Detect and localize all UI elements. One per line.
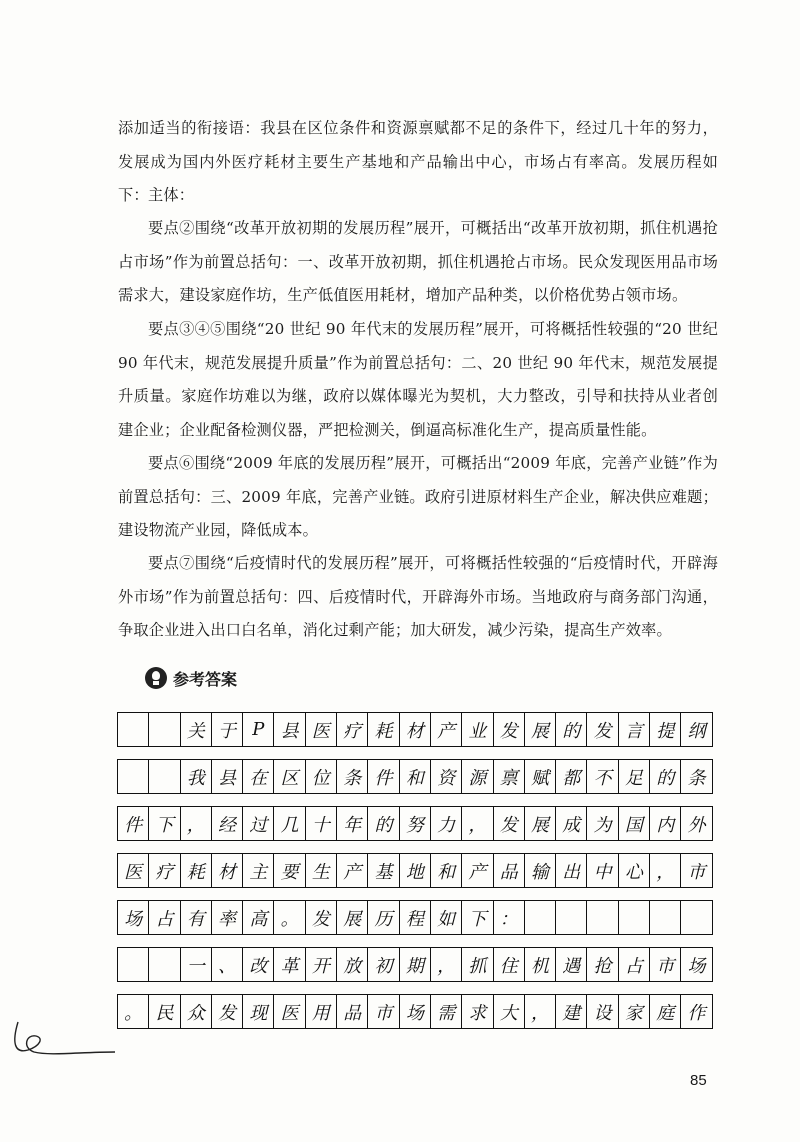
- grid-row: [117, 806, 713, 841]
- grid-cell: 品: [337, 995, 368, 1028]
- grid-cell: [525, 901, 556, 934]
- grid-cell: 年: [337, 807, 368, 840]
- intro-paragraph: 添加适当的衔接语：我县在区位条件和资源禀赋都不足的条件下，经过几十年的努力，发展成为国内外医疗耗材主要生产基地和产品输出中心，市场占有率高。发展历程如下：: [118, 119, 718, 204]
- grid-cell: 外: [681, 807, 712, 840]
- grid-cell: 提: [650, 713, 681, 746]
- grid-cell: 一: [181, 948, 212, 981]
- grid-cell: 和: [400, 760, 431, 793]
- grid-cell: 产: [337, 854, 368, 887]
- grid-cell: 为: [587, 807, 618, 840]
- grid-cell: 言: [619, 713, 650, 746]
- grid-cell: 历: [368, 901, 399, 934]
- grid-cell: ：: [494, 901, 525, 934]
- grid-cell: [118, 760, 149, 793]
- grid-cell: 十: [306, 807, 337, 840]
- grid-cell: 改: [243, 948, 274, 981]
- main-body-label: 主体：: [148, 186, 195, 204]
- grid-cell: 大: [494, 995, 525, 1028]
- grid-cell: [681, 901, 712, 934]
- grid-cell: 位: [306, 760, 337, 793]
- grid-cell: 出: [556, 854, 587, 887]
- grid-cell: 中: [587, 854, 618, 887]
- grid-cell: 展: [337, 901, 368, 934]
- grid-cell: 场: [681, 948, 712, 981]
- grid-cell: 过: [243, 807, 274, 840]
- grid-cell: [149, 713, 180, 746]
- grid-cell: 和: [431, 854, 462, 887]
- grid-cell: 禀: [494, 760, 525, 793]
- grid-cell: 足: [619, 760, 650, 793]
- grid-cell: 地: [400, 854, 431, 887]
- grid-cell: [587, 901, 618, 934]
- grid-cell: 求: [462, 995, 493, 1028]
- grid-cell: 县: [212, 760, 243, 793]
- grid-cell: 庭: [650, 995, 681, 1028]
- grid-row: [117, 900, 713, 935]
- grid-cell: 市: [681, 854, 712, 887]
- grid-cell: 条: [681, 760, 712, 793]
- point-7-paragraph: 要点⑦围绕“后疫情时代的发展历程”展开，可将概括性较强的“后疫情时代，开辟海外市场”作为前置总括句：四、后疫情时代，开辟海外市场。当地政府与商务部门沟通，争取企业进入出口白名单，消化过剩产能；加大研发，减少污染，提高生产效率。: [118, 554, 718, 639]
- grid-cell: ，: [525, 995, 556, 1028]
- grid-cell: 现: [243, 995, 274, 1028]
- grid-cell: 件: [368, 760, 399, 793]
- grid-cell: 耗: [181, 854, 212, 887]
- grid-cell: 放: [337, 948, 368, 981]
- grid-cell: 发: [494, 807, 525, 840]
- grid-cell: 的: [368, 807, 399, 840]
- grid-row: [117, 759, 713, 794]
- grid-cell: 经: [212, 807, 243, 840]
- grid-cell: 产: [462, 854, 493, 887]
- grid-cell: 发: [212, 995, 243, 1028]
- grid-cell: 业: [462, 713, 493, 746]
- grid-cell: 都: [556, 760, 587, 793]
- grid-cell: 市: [368, 995, 399, 1028]
- reference-answer-label: 参考答案: [173, 669, 238, 689]
- grid-cell: 医: [306, 713, 337, 746]
- grid-cell: 的: [650, 760, 681, 793]
- grid-cell: 需: [431, 995, 462, 1028]
- point-3-5-paragraph: 要点③④⑤围绕“20 世纪 90 年代末的发展历程”展开，可将概括性较强的“20 世纪 90 年代末，规范发展提升质量”作为前置总括句：二、20 世纪 90 年代末，规范发展提升质量。家庭作坊难以为继，政府以媒体曝光为契机，大力整改，引导和扶持从业者创建企业；企业配备检测仪器，严把检测关，倒逼高标准化生产，提高质量性能。: [118, 320, 718, 439]
- grid-cell: 作: [681, 995, 712, 1028]
- grid-cell: 几: [274, 807, 305, 840]
- grid-cell: 展: [525, 807, 556, 840]
- grid-cell: 品: [494, 854, 525, 887]
- grid-cell: 发: [306, 901, 337, 934]
- grid-cell: 期: [400, 948, 431, 981]
- grid-cell: 。: [274, 901, 305, 934]
- grid-cell: ，: [431, 948, 462, 981]
- grid-cell: 要: [274, 854, 305, 887]
- grid-cell: 主: [243, 854, 274, 887]
- grid-cell: 用: [306, 995, 337, 1028]
- grid-cell: 区: [274, 760, 305, 793]
- grid-row: [117, 947, 713, 982]
- grid-cell: 关: [181, 713, 212, 746]
- grid-cell: 设: [587, 995, 618, 1028]
- grid-cell: 初: [368, 948, 399, 981]
- grid-cell: [118, 713, 149, 746]
- grid-cell: 纲: [681, 713, 712, 746]
- grid-cell: 生: [306, 854, 337, 887]
- grid-cell: 疗: [149, 854, 180, 887]
- grid-cell: 心: [619, 854, 650, 887]
- grid-cell: 条: [337, 760, 368, 793]
- grid-cell: 家: [619, 995, 650, 1028]
- grid-cell: 展: [525, 713, 556, 746]
- grid-cell: 力: [431, 807, 462, 840]
- grid-cell: 高: [243, 901, 274, 934]
- answer-writing-grid: [117, 712, 713, 1041]
- grid-cell: 下: [462, 901, 493, 934]
- grid-cell: 内: [650, 807, 681, 840]
- grid-cell: 率: [212, 901, 243, 934]
- grid-cell: [556, 901, 587, 934]
- grid-cell: ，: [181, 807, 212, 840]
- grid-cell: 、: [212, 948, 243, 981]
- grid-cell: 民: [149, 995, 180, 1028]
- grid-cell: P: [243, 713, 274, 746]
- grid-cell: 基: [368, 854, 399, 887]
- grid-cell: 材: [400, 713, 431, 746]
- grid-cell: 成: [556, 807, 587, 840]
- grid-row: [117, 994, 713, 1029]
- grid-cell: 源: [462, 760, 493, 793]
- grid-cell: 下: [149, 807, 180, 840]
- grid-cell: 占: [149, 901, 180, 934]
- grid-cell: 不: [587, 760, 618, 793]
- grid-cell: 程: [400, 901, 431, 934]
- grid-cell: 医: [118, 854, 149, 887]
- grid-cell: 我: [181, 760, 212, 793]
- grid-cell: 机: [525, 948, 556, 981]
- grid-cell: 抢: [587, 948, 618, 981]
- grid-cell: [149, 948, 180, 981]
- grid-cell: 件: [118, 807, 149, 840]
- grid-cell: 遇: [556, 948, 587, 981]
- grid-row: [117, 712, 713, 747]
- grid-cell: [650, 901, 681, 934]
- grid-cell: 产: [431, 713, 462, 746]
- grid-cell: 于: [212, 713, 243, 746]
- grid-cell: 众: [181, 995, 212, 1028]
- grid-cell: 资: [431, 760, 462, 793]
- grid-cell: 发: [494, 713, 525, 746]
- grid-cell: 如: [431, 901, 462, 934]
- grid-cell: 发: [587, 713, 618, 746]
- grid-row: [117, 853, 713, 888]
- grid-cell: 场: [118, 901, 149, 934]
- grid-cell: 住: [494, 948, 525, 981]
- grid-cell: 赋: [525, 760, 556, 793]
- grid-cell: 市: [650, 948, 681, 981]
- grid-cell: 材: [212, 854, 243, 887]
- grid-cell: 医: [274, 995, 305, 1028]
- grid-cell: 输: [525, 854, 556, 887]
- point-2-paragraph: 要点②围绕“改革开放初期的发展历程”展开，可概括出“改革开放初期，抓住机遇抢占市场”作为前置总括句：一、改革开放初期，抓住机遇抢占市场。民众发现医用品市场需求大，建设家庭作坊，生产低值医用耗材，增加产品种类，以价格优势占领市场。: [118, 219, 718, 304]
- grid-cell: 抓: [462, 948, 493, 981]
- grid-cell: 有: [181, 901, 212, 934]
- grid-cell: 革: [274, 948, 305, 981]
- grid-cell: 的: [556, 713, 587, 746]
- grid-cell: 建: [556, 995, 587, 1028]
- grid-cell: 占: [619, 948, 650, 981]
- grid-cell: 。: [118, 995, 149, 1028]
- grid-cell: 在: [243, 760, 274, 793]
- handwritten-signature-mark: [10, 1012, 120, 1062]
- grid-cell: [619, 901, 650, 934]
- page-number: 85: [690, 1072, 707, 1089]
- grid-cell: 开: [306, 948, 337, 981]
- grid-cell: 疗: [337, 713, 368, 746]
- grid-cell: 耗: [368, 713, 399, 746]
- grid-cell: 县: [274, 713, 305, 746]
- grid-cell: 国: [619, 807, 650, 840]
- grid-cell: ，: [462, 807, 493, 840]
- point-6-paragraph: 要点⑥围绕“2009 年底的发展历程”展开，可概括出“2009 年底，完善产业链”作为前置总括句：三、2009 年底，完善产业链。政府引进原材料生产企业，解决供应难题；建设物流产业园，降低成本。: [118, 454, 718, 539]
- reference-answer-heading: [145, 663, 237, 693]
- grid-cell: [149, 760, 180, 793]
- grid-cell: 场: [400, 995, 431, 1028]
- grid-cell: [118, 948, 149, 981]
- grid-cell: 努: [400, 807, 431, 840]
- lightbulb-icon: [145, 667, 167, 689]
- grid-cell: ，: [650, 854, 681, 887]
